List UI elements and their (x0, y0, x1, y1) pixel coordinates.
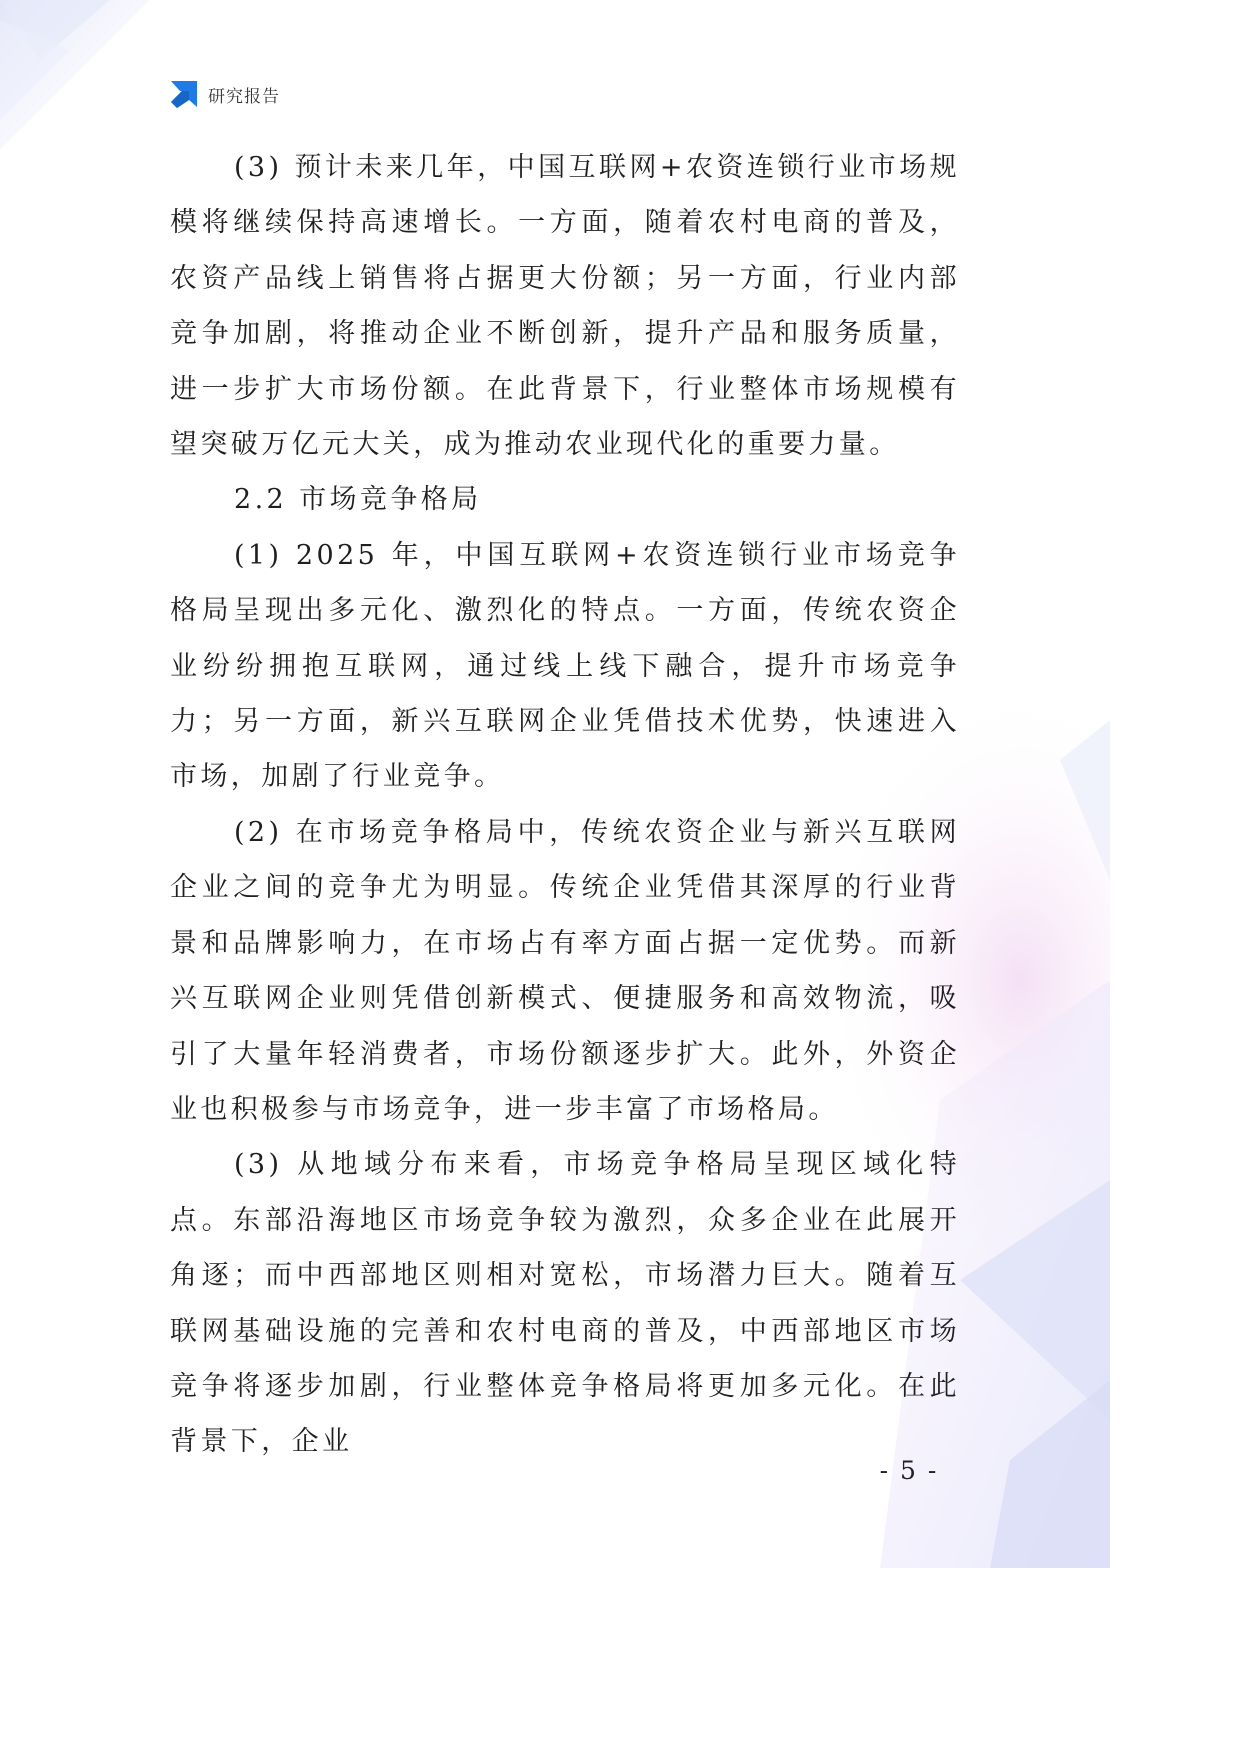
paragraph: (1) 2025 年，中国互联网+农资连锁行业市场竞争格局呈现出多元化、激烈化的特点。一方面，传统农资企业纷纷拥抱互联网，通过线上线下融合，提升市场竞争力；另一方面，新兴互联网企业凭借技术优势，快速进入市场，加剧了行业竞争。 (170, 539, 960, 793)
paragraph: (2) 在市场竞争格局中，传统农资企业与新兴互联网企业之间的竞争尤为明显。传统企业凭借其深厚的行业背景和品牌影响力，在市场占有率方面占据一定优势。而新兴互联网企业则凭借创新模式、便捷服务和高效物流，吸引了大量年轻消费者，市场份额逐步扩大。此外，外资企业也积极参与市场竞争，进一步丰富了市场格局。 (170, 816, 960, 1125)
document-body (170, 140, 960, 1470)
paragraph: (3) 预计未来几年，中国互联网+农资连锁行业市场规模将继续保持高速增长。一方面，随着农村电商的普及，农资产品线上销售将占据更大份额；另一方面，行业内部竞争加剧，将推动企业不断创新，提升产品和服务质量，进一步扩大市场份额。在此背景下，行业整体市场规模有望突破万亿元大关，成为推动农业现代化的重要力量。 (170, 152, 960, 461)
page-header (168, 78, 280, 110)
header-title: 研究报告 (208, 86, 280, 107)
paragraph: (3) 从地域分布来看，市场竞争格局呈现区域化特点。东部沿海地区市场竞争较为激烈，众多企业在此展开角逐；而中西部地区则相对宽松，市场潜力巨大。随着互联网基础设施的完善和农村电商的普及，中西部地区市场竞争将逐步加剧，行业整体竞争格局将更加多元化。在此背景下，企业 (170, 1149, 960, 1458)
page-number: - 5 - (879, 1456, 939, 1485)
section-heading: 2.2 市场竞争格局 (234, 484, 482, 516)
arrow-up-right-logo-icon (168, 78, 200, 110)
